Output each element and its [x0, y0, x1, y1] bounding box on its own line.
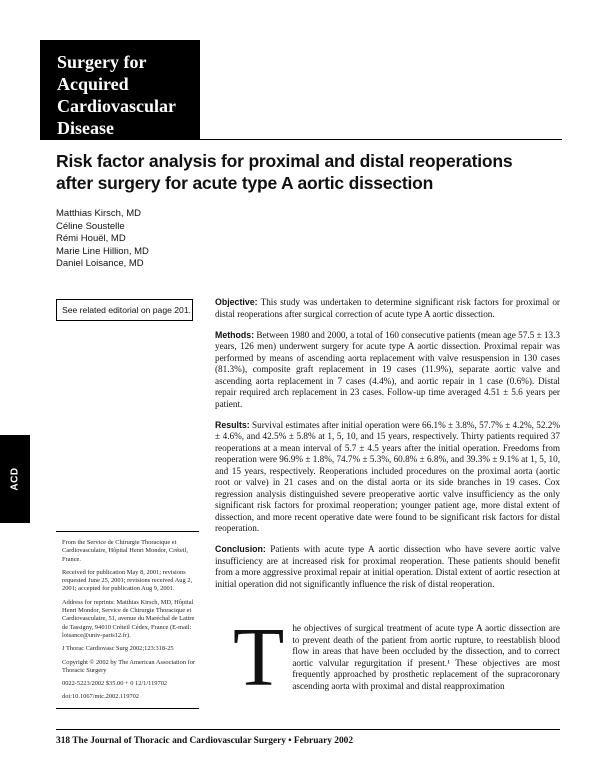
title-line-1: Risk factor analysis for proximal and distal reoperations	[56, 151, 513, 171]
affiliation-citation: J Thorac Cardiovasc Surg 2002;123:318-25	[62, 645, 174, 653]
body-paragraph: he objectives of surgical treatment of acute type A aortic dissection are to prevent death of the patient from aortic rupture, to reestablish blood flow in areas that have been occluded by the dissection, and to correct aortic valvular regurgitation if present.¹ These objectives are most frequently approached by prosthetic replacement of the supracoronary ascending aorta with proximal and distal reapproximation	[292, 623, 560, 691]
affiliation-from: From the Service de Chirurgie Thoracique et Cardiovasculaire, Hôpital Henri Mondor, Créteil, France.	[62, 539, 188, 563]
article-title	[56, 150, 556, 194]
drop-cap: T	[233, 623, 285, 704]
section-side-tab	[0, 435, 30, 523]
objective-label: Objective:	[215, 297, 258, 307]
affiliation-copyright: Copyright © 2002 by The American Association for Thoracic Surgery	[62, 658, 196, 674]
section-line: Cardiovascular	[57, 96, 176, 116]
author: Marie Line Hillion, MD	[56, 245, 149, 257]
abstract	[215, 297, 560, 600]
objective-text: This study was undertaken to determine significant risk factors for proximal or distal reoperations after surgical correction of acute type A aortic dissection.	[215, 297, 560, 319]
abstract-results	[215, 420, 560, 535]
related-editorial-note[interactable]: See related editorial on page 201.	[56, 299, 193, 321]
affiliation-box	[56, 531, 199, 709]
author: Céline Soustelle	[56, 220, 125, 232]
author-list	[56, 208, 149, 271]
affiliation-address: Address for reprints: Matthias Kirsch, MD, Hôpital Henri Mondor, Service de Chirurgie Thoracique et Cardiovasculaire, 51, avenue du Maréchal de Lattre de Tassigny, 94010 Créteil Cédex, France (E-mail: loisance@univ-paris12.fr).	[62, 598, 195, 639]
affiliation-issn: 0022-5223/2002 $35.00 + 0 12/1/119702	[62, 680, 168, 688]
author: Matthias Kirsch, MD	[56, 208, 141, 219]
section-line: Acquired	[57, 74, 129, 94]
author: Rémi Houël, MD	[56, 233, 126, 245]
abstract-methods	[215, 330, 560, 411]
methods-text: Between 1980 and 2000, a total of 160 consecutive patients (mean age 57.5 ± 13.3 years, 126 men) underwent surgery for acute type A aortic dissection. Proximal repair was performed by means of ascending aorta replacement with valve resuspension in 130 cases (81.3%), composite graft replacement in 19 cases (11.9%), separate aortic valve and ascending aorta replacement in 7 cases (4.4%), and aortic repair in 1 case (0.6%). Distal repair required arch replacement in 23 cases. Follow-up time averaged 4.51 ± 5.6 years per patient.	[215, 329, 560, 409]
results-label: Results:	[215, 419, 250, 430]
side-tab-label: ACD	[9, 467, 21, 491]
footer-rule	[56, 729, 560, 730]
section-line: Surgery for	[57, 52, 147, 72]
body-intro	[215, 623, 560, 723]
author: Daniel Loisance, MD	[56, 258, 144, 270]
title-line-2: after surgery for acute type A aortic dissection	[56, 173, 434, 193]
methods-label: Methods:	[215, 329, 255, 340]
section-label	[40, 40, 200, 139]
affiliation-doi[interactable]: doi:10.1067/mtc.2002.119702	[62, 693, 139, 701]
page-footer: 318 The Journal of Thoracic and Cardiovascular Surgery • February 2002	[56, 736, 354, 746]
abstract-objective	[215, 297, 560, 320]
results-text: Survival estimates after initial operation were 66.1% ± 3.8%, 57.7% ± 4.2%, 52.2% ± 4.6%, and 42.5% ± 5.8% at 1, 5, 10, and 15 years, respectively. Thirty patients required 37 reoperations at a mean interval of 5.7 ± 4.5 years after the initial operation. Freedoms from reoperation were 96.9% ± 1.8%, 74.7% ± 5.3%, 60.8% ± 6.8%, and 39.3% ± 9.1% at 1, 5, 10, and 15 years, respectively. Reoperations included procedures on the proximal aorta (aortic root or valve) in 21 cases and on the distal aorta or its side branches in 19 cases. Cox regression analysis distinguished severe preoperative aortic valve insufficiency as the only significant risk factors for proximal reoperation; younger patient age, more distal extent of dissection, and more recent operative date were found to be significant risk factors for distal reoperation.	[215, 419, 561, 533]
section-line: Disease	[57, 118, 114, 138]
affiliation-received: Received for publication May 8, 2001; revisions requested June 25, 2001; revisions received Aug 2, 2001; accepted for publication Aug 9, 2001.	[62, 568, 193, 593]
conclusion-label: Conclusion:	[215, 544, 266, 554]
conclusion-text: Patients with acute type A aortic dissection who have severe aortic valve insufficiency are at increased risk for proximal reoperation. These patients should benefit from a more aggressive proximal repair at initial operation. Distal extent of aortic resection at initial operation did not significantly influence the risk of distal reoperation.	[215, 544, 561, 589]
header-rule	[40, 139, 562, 140]
abstract-conclusion	[215, 544, 560, 590]
